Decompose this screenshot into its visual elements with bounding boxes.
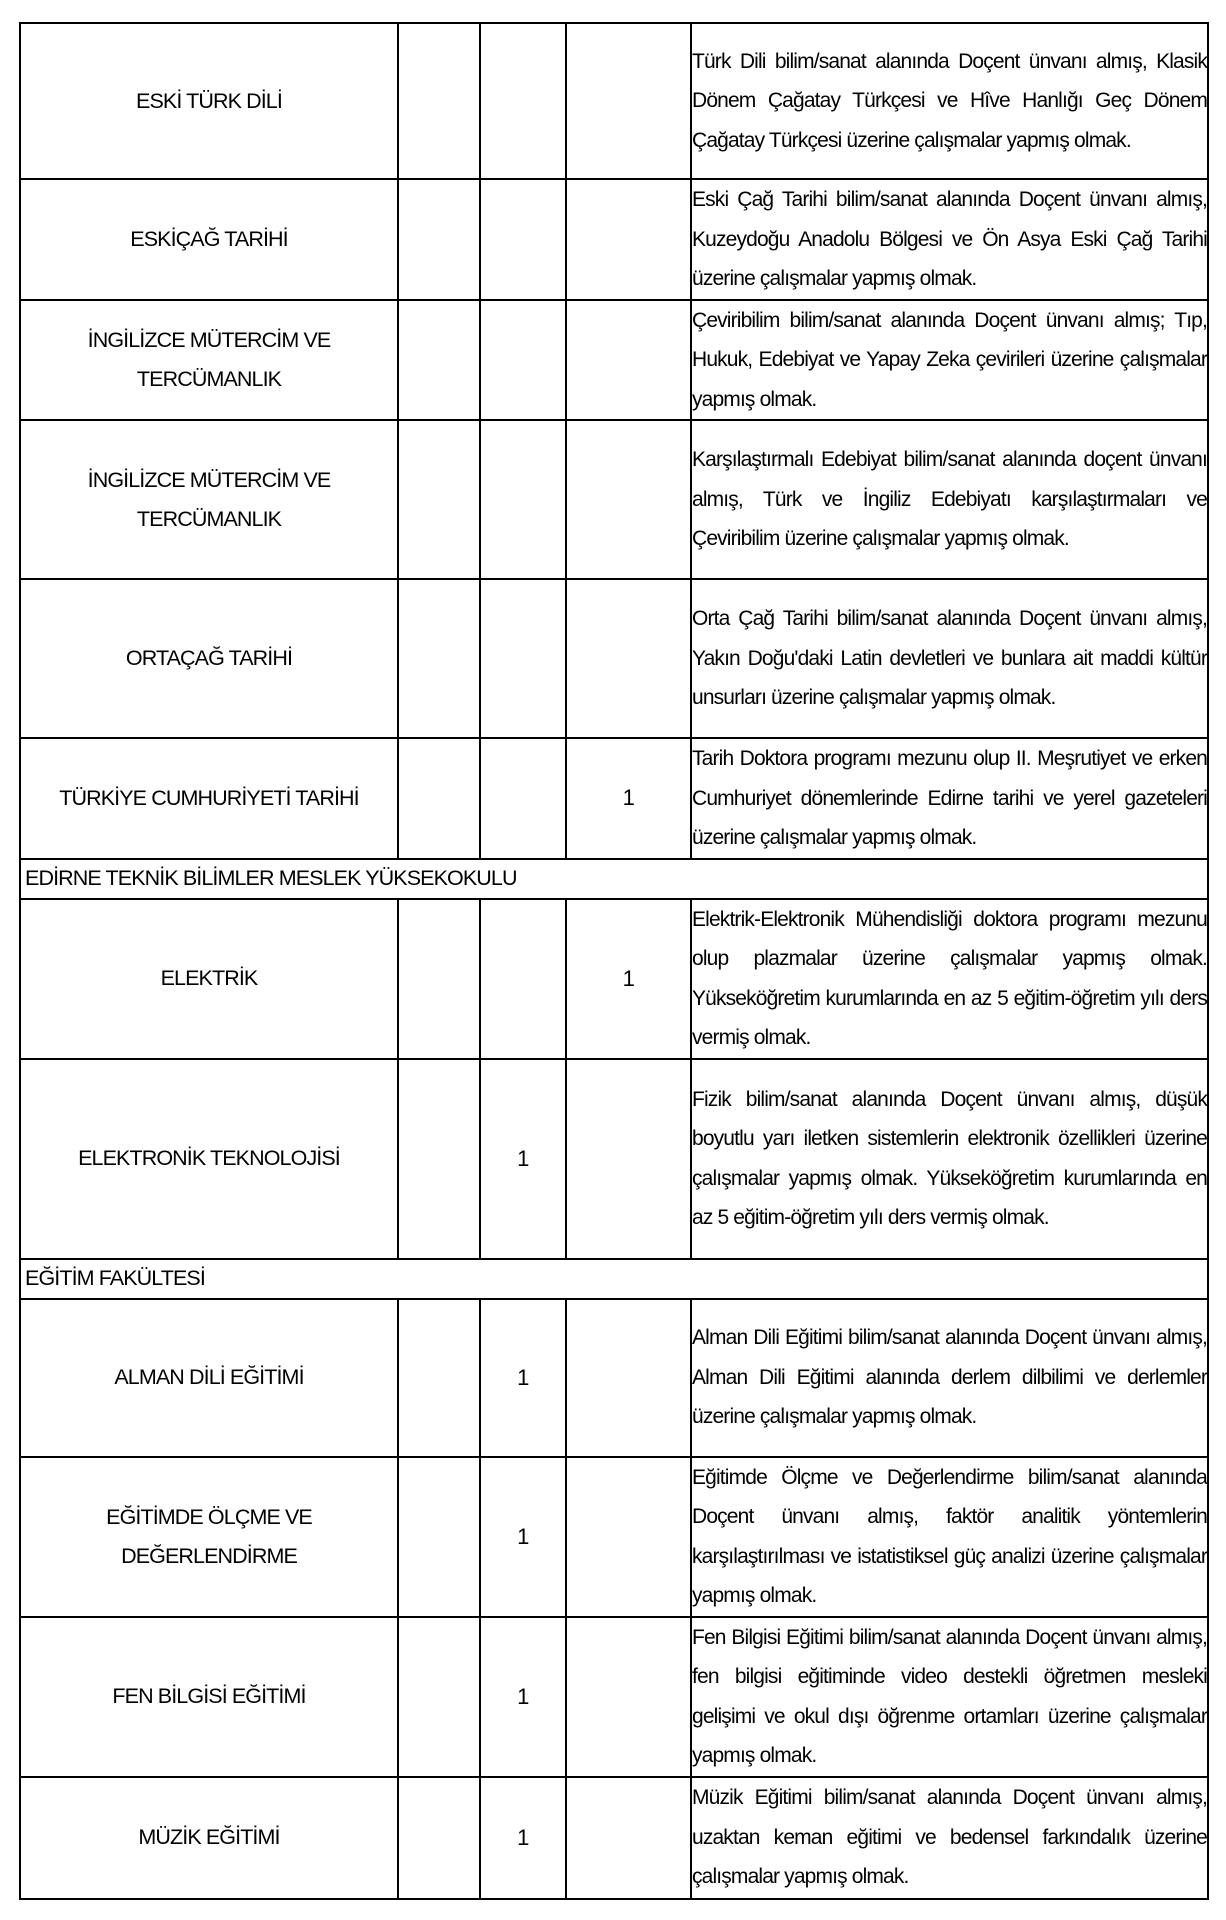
- professor-count-cell: [398, 1617, 480, 1777]
- professor-count-cell: [398, 420, 480, 579]
- professor-count-cell: [398, 179, 480, 300]
- section-title: EĞİTİM FAKÜLTESİ: [20, 1259, 1208, 1299]
- section-header-row: [20, 1259, 1208, 1299]
- section-title: EDİRNE TEKNİK BİLİMLER MESLEK YÜKSEKOKULU: [20, 859, 1208, 899]
- department-cell: İNGİLİZCE MÜTERCİM VE TERCÜMANLIK: [20, 420, 398, 579]
- associate-count-cell: [480, 899, 566, 1059]
- assistant-count-cell: [566, 179, 691, 300]
- requirement-cell: Fizik bilim/sanat alanında Doçent ünvanı almış, düşük boyutlu yarı iletken sistemlerin elektronik özellikleri üzerine çalışmalar yapmış olmak. Yükseköğretim kurumlarında en az 5 eğitim-öğretim yılı ders vermiş olmak.: [691, 1059, 1208, 1259]
- associate-count-cell: [480, 420, 566, 579]
- assistant-count-cell: [566, 1299, 691, 1457]
- table-row: [20, 23, 1208, 179]
- requirement-cell: Orta Çağ Tarihi bilim/sanat alanında Doçent ünvanı almış, Yakın Doğu'daki Latin devletleri ve bunlara ait maddi kültür unsurları üzerine çalışmalar yapmış olmak.: [691, 579, 1208, 738]
- assistant-count-cell: [566, 1777, 691, 1899]
- department-cell: TÜRKİYE CUMHURİYETİ TARİHİ: [20, 738, 398, 859]
- associate-count-cell: [480, 23, 566, 179]
- table-row: [20, 579, 1208, 738]
- assistant-count-cell: [566, 300, 691, 421]
- professor-count-cell: [398, 1059, 480, 1259]
- table-row: [20, 1777, 1208, 1899]
- assistant-count-cell: 1: [566, 738, 691, 859]
- associate-count-cell: 1: [480, 1617, 566, 1777]
- assistant-count-cell: [566, 1457, 691, 1617]
- requirement-cell: Karşılaştırmalı Edebiyat bilim/sanat alanında doçent ünvanı almış, Türk ve İngiliz Edebiyatı karşılaştırmaları ve Çeviribilim üzerine çalışmalar yapmış olmak.: [691, 420, 1208, 579]
- table-row: [20, 179, 1208, 300]
- department-cell: ORTAÇAĞ TARİHİ: [20, 579, 398, 738]
- professor-count-cell: [398, 579, 480, 738]
- table-row: [20, 1457, 1208, 1617]
- table-row: [20, 1059, 1208, 1259]
- associate-count-cell: [480, 579, 566, 738]
- assistant-count-cell: [566, 23, 691, 179]
- department-cell: FEN BİLGİSİ EĞİTİMİ: [20, 1617, 398, 1777]
- table-row: [20, 1617, 1208, 1777]
- requirement-cell: Tarih Doktora programı mezunu olup II. Meşrutiyet ve erken Cumhuriyet dönemlerinde Edirne tarihi ve yerel gazeteleri üzerine çalışmalar yapmış olmak.: [691, 738, 1208, 859]
- requirement-cell: Alman Dili Eğitimi bilim/sanat alanında Doçent ünvanı almış, Alman Dili Eğitimi alanında derlem dilbilimi ve derlemler üzerine çalışmalar yapmış olmak.: [691, 1299, 1208, 1457]
- department-cell: ESKİÇAĞ TARİHİ: [20, 179, 398, 300]
- department-cell: İNGİLİZCE MÜTERCİM VE TERCÜMANLIK: [20, 300, 398, 421]
- department-cell: ALMAN DİLİ EĞİTİMİ: [20, 1299, 398, 1457]
- professor-count-cell: [398, 1299, 480, 1457]
- requirement-cell: Müzik Eğitimi bilim/sanat alanında Doçent ünvanı almış, uzaktan keman eğitimi ve bedensel farkındalık üzerine çalışmalar yapmış olmak.: [691, 1777, 1208, 1899]
- assistant-count-cell: [566, 1059, 691, 1259]
- table-row: [20, 420, 1208, 579]
- assistant-count-cell: [566, 579, 691, 738]
- associate-count-cell: 1: [480, 1299, 566, 1457]
- table-row: [20, 738, 1208, 859]
- requirement-cell: Elektrik-Elektronik Mühendisliği doktora programı mezunu olup plazmalar üzerine çalışmalar yapmış olmak. Yükseköğretim kurumlarında en az 5 eğitim-öğretim yılı ders vermiş olmak.: [691, 899, 1208, 1059]
- department-cell: ELEKTRONİK TEKNOLOJİSİ: [20, 1059, 398, 1259]
- associate-count-cell: [480, 179, 566, 300]
- department-cell: EĞİTİMDE ÖLÇME VE DEĞERLENDİRME: [20, 1457, 398, 1617]
- associate-count-cell: 1: [480, 1457, 566, 1617]
- table-row: [20, 1299, 1208, 1457]
- professor-count-cell: [398, 300, 480, 421]
- department-cell: MÜZİK EĞİTİMİ: [20, 1777, 398, 1899]
- table-row: [20, 899, 1208, 1059]
- requirement-cell: Fen Bilgisi Eğitimi bilim/sanat alanında Doçent ünvanı almış, fen bilgisi eğitiminde video destekli öğretmen mesleki gelişimi ve okul dışı öğrenme ortamları üzerine çalışmalar yapmış olmak.: [691, 1617, 1208, 1777]
- section-header-row: [20, 859, 1208, 899]
- department-cell: ELEKTRİK: [20, 899, 398, 1059]
- requirement-cell: Türk Dili bilim/sanat alanında Doçent ünvanı almış, Klasik Dönem Çağatay Türkçesi ve Hîve Hanlığı Geç Dönem Çağatay Türkçesi üzerine çalışmalar yapmış olmak.: [691, 23, 1208, 179]
- professor-count-cell: [398, 1457, 480, 1617]
- requirement-cell: Çeviribilim bilim/sanat alanında Doçent ünvanı almış; Tıp, Hukuk, Edebiyat ve Yapay Zeka çevirileri üzerine çalışmalar yapmış olmak.: [691, 300, 1208, 421]
- professor-count-cell: [398, 23, 480, 179]
- associate-count-cell: [480, 300, 566, 421]
- assistant-count-cell: [566, 420, 691, 579]
- table-row: [20, 300, 1208, 421]
- associate-count-cell: 1: [480, 1777, 566, 1899]
- assistant-count-cell: 1: [566, 899, 691, 1059]
- professor-count-cell: [398, 899, 480, 1059]
- requirement-cell: Eğitimde Ölçme ve Değerlendirme bilim/sanat alanında Doçent ünvanı almış, faktör analitik yöntemlerin karşılaştırılması ve istatistiksel güç analizi üzerine çalışmalar yapmış olmak.: [691, 1457, 1208, 1617]
- faculty-positions-table: [19, 22, 1209, 1900]
- assistant-count-cell: [566, 1617, 691, 1777]
- requirement-cell: Eski Çağ Tarihi bilim/sanat alanında Doçent ünvanı almış, Kuzeydoğu Anadolu Bölgesi ve Ön Asya Eski Çağ Tarihi üzerine çalışmalar yapmış olmak.: [691, 179, 1208, 300]
- department-cell: ESKİ TÜRK DİLİ: [20, 23, 398, 179]
- associate-count-cell: 1: [480, 1059, 566, 1259]
- associate-count-cell: [480, 738, 566, 859]
- professor-count-cell: [398, 738, 480, 859]
- professor-count-cell: [398, 1777, 480, 1899]
